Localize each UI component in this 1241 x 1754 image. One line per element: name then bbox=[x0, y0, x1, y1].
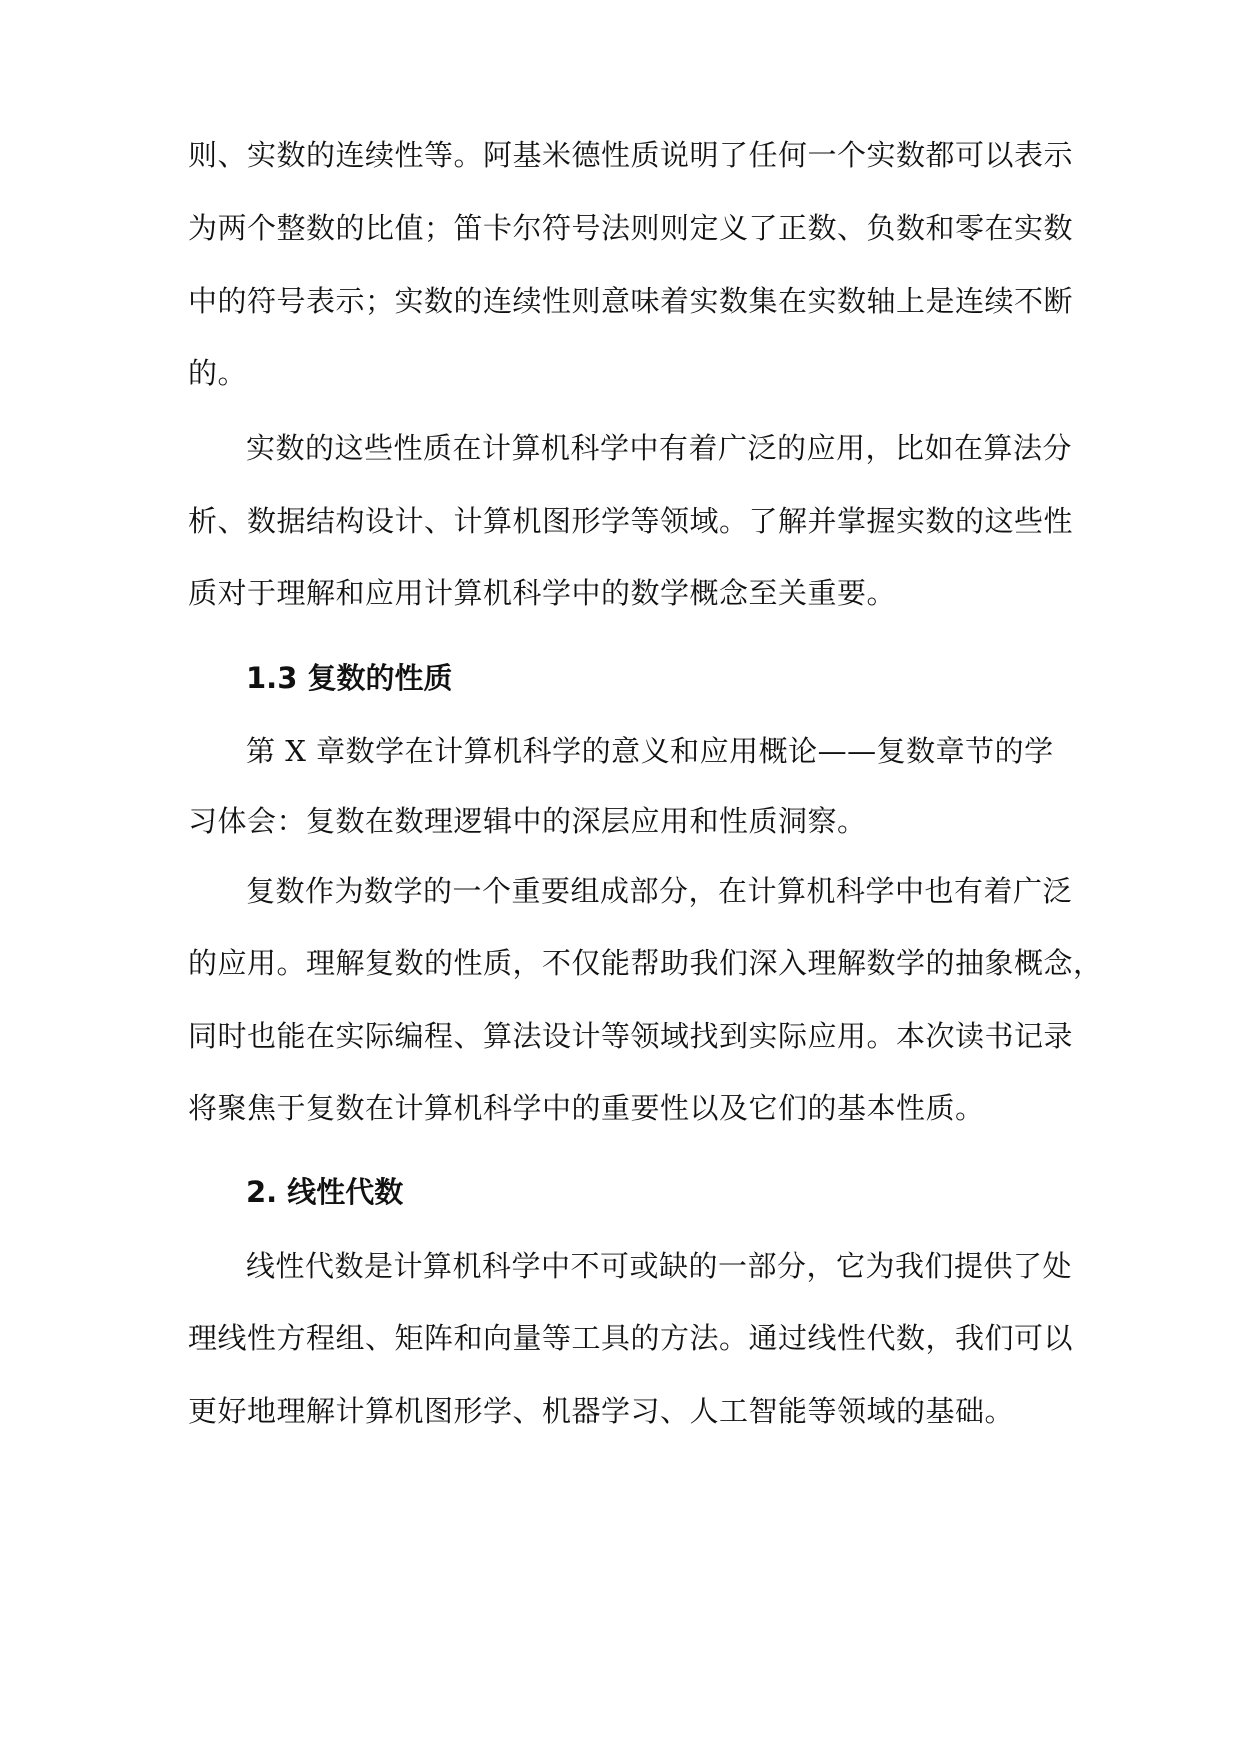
paragraph-line: 第 X 章数学在计算机科学的意义和应用概论——复数章节的学 bbox=[246, 734, 1054, 768]
paragraph-line: 理线性方程组、矩阵和向量等工具的方法。通过线性代数，我们可以 bbox=[188, 1321, 1074, 1355]
paragraph-line: 则、实数的连续性等。阿基米德性质说明了任何一个实数都可以表示 bbox=[188, 138, 1074, 172]
paragraph-line: 实数的这些性质在计算机科学中有着广泛的应用，比如在算法分 bbox=[246, 431, 1073, 465]
paragraph-line: 中的符号表示；实数的连续性则意味着实数集在实数轴上是连续不断 bbox=[188, 284, 1074, 318]
paragraph-line: 线性代数是计算机科学中不可或缺的一部分，它为我们提供了处 bbox=[246, 1249, 1073, 1283]
paragraph-line: 析、数据结构设计、计算机图形学等领域。了解并掌握实数的这些性 bbox=[188, 504, 1074, 538]
paragraph-line: 质对于理解和应用计算机科学中的数学概念至关重要。 bbox=[188, 576, 897, 610]
paragraph-line: 更好地理解计算机图形学、机器学习、人工智能等领域的基础。 bbox=[188, 1394, 1015, 1428]
paragraph-line: 将聚焦于复数在计算机科学中的重要性以及它们的基本性质。 bbox=[188, 1091, 985, 1125]
paragraph-line: 为两个整数的比值；笛卡尔符号法则则定义了正数、负数和零在实数 bbox=[188, 211, 1074, 245]
paragraph-line: 的。 bbox=[188, 356, 248, 390]
paragraph-line: 同时也能在实际编程、算法设计等领域找到实际应用。本次读书记录 bbox=[188, 1019, 1074, 1053]
paragraph-line: 的应用。理解复数的性质，不仅能帮助我们深入理解数学的抽象概念， bbox=[188, 946, 1103, 980]
section-heading-2: 2. 线性代数 bbox=[246, 1175, 404, 1209]
paragraph-line: 复数作为数学的一个重要组成部分，在计算机科学中也有着广泛 bbox=[246, 874, 1073, 908]
paragraph-line: 习体会：复数在数理逻辑中的深层应用和性质洞察。 bbox=[188, 804, 867, 838]
section-heading-1-3: 1.3 复数的性质 bbox=[246, 661, 453, 695]
